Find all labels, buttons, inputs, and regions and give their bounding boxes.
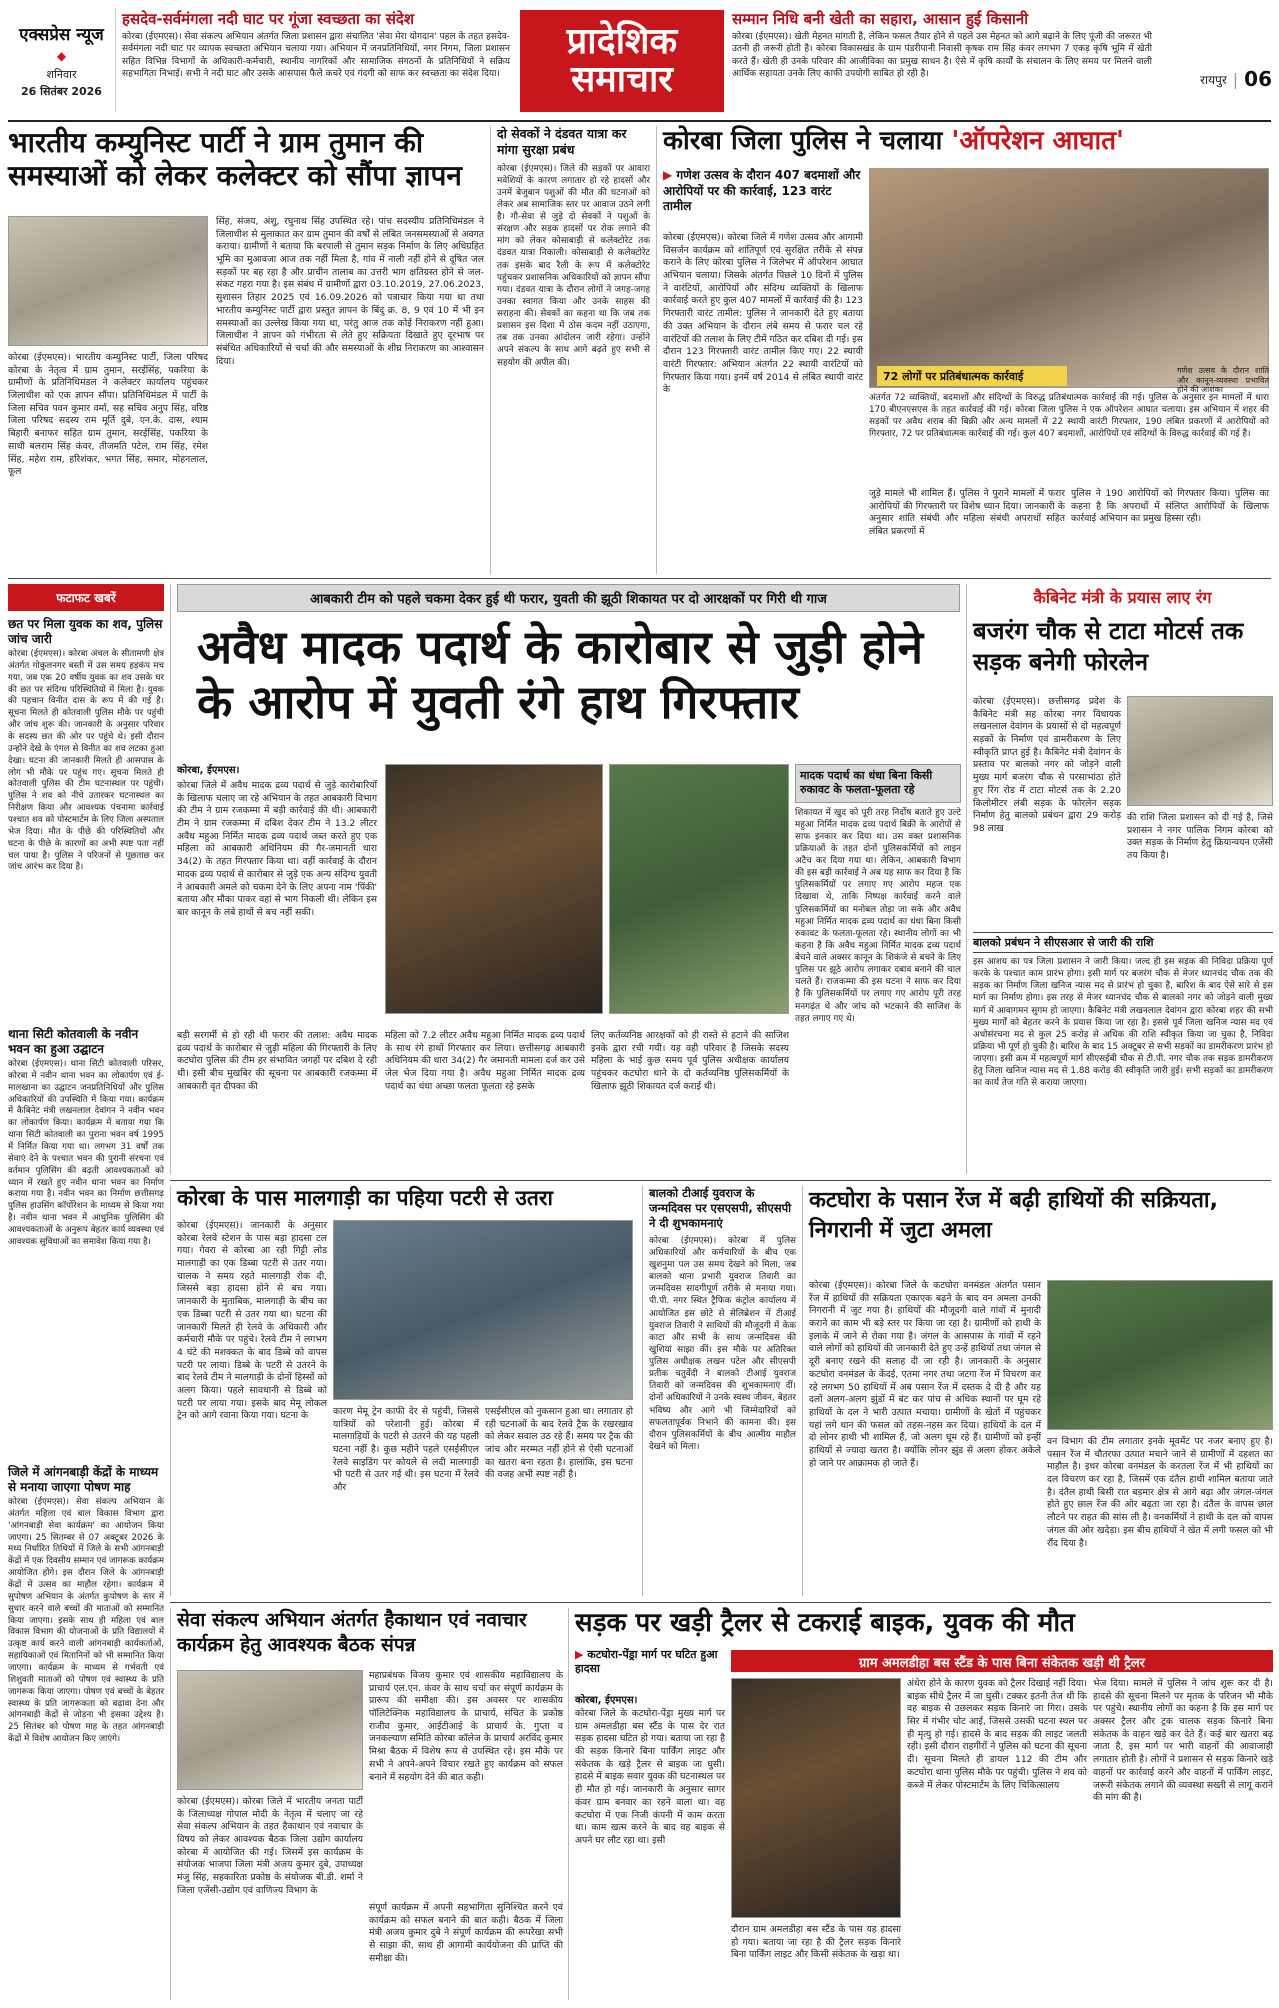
top-right-headline[interactable]: सम्मान निधि बनी खेती का सहारा, आसान हुई किसानी [732, 10, 1029, 28]
drug-headline[interactable]: अवैध मादक पदार्थ के कारोबार से जुड़ी होने के आरोप में युवती रंगे हाथ गिरफ्तार [197, 620, 924, 730]
fatafat-column [8, 584, 164, 2000]
elephant-body-2: वन विभाग की टीम लगातार इनके मूवमेंट पर नजर बनाए हुए है। पसान रेंज में चौतरफा उत्पात मचाने जाने से ग्रामीणों में दहशत का माहौल है। इधर कोरबा वनमंडल के करतला रेंज में भी हाथियों का दल विचरण कर रहा है, जिसमें एक दंतैल हाथी शामिल बताया जाते है। दंतैल हाथी बिसी रात बड़मार क्षेत्र से आगे बढ़ा और जंगल-जंगल होते हुए छाल रेंज की ओर बढ़ता जा रहा है। दंतैल के वापस छाल लौटने पर राहत की सांस ली है। वनकर्मियों ने हाथी के दल को वापस जंगल की ओर खदेड़ा। इस बीच हाथियों ने खेत में लगी फसल को भी रौंद दिया है। [1047, 1436, 1273, 1549]
forelane-story [966, 584, 1272, 1174]
drug-photo-2 [609, 764, 789, 1014]
accident-body-2: दौरान ग्राम अमलडीहा बस स्टैंड के पास यह हादसा हो गया। बताया जा रहा है की ट्रैलर सड़क किनारे बिना पार्किंग लाइट और किसी संकेतक के खड़ा था। [731, 1924, 901, 1961]
drug-side-head: मादक पदार्थ का धंधा बिना किसी रुकावट के फलता-फूलता रहे [795, 764, 961, 803]
drug-kicker: आबकारी टीम को पहले चकमा देकर हुई थी फरार, युवती की झूठी शिकायत पर दो आरक्षकों पर गिरी थी गाज [177, 584, 960, 612]
train-body-1: कोरबा (ईएमएस)। जानकारी के अनुसार कोरबा रेलवे स्टेशन के पास बड़ा हादसा टल गया। गेवरा से कोरबा आ रही गिट्टी लोड मालगाड़ी का एक डिब्बा पटरी से उतर गया। चालक ने समय रहते मालगाड़ी रोक दी, जिससे बड़ा हादसा होने से बच गया। जानकारी के मुताबिक, मालगाड़ी के बीच का एक डिब्बा पटरी से उतर गया था। घटना की जानकारी मिलते ही रेलवे के अधिकारी और कर्मचारी मौके पर पहुंचे। रेलवे टीम ने लगभग 4 घंटे की मशक्कत के बाद डिब्बे को वापस पटरी पर लाया। डिब्बे के पटरी से उतरने के बाद रेलवे टीम ने मालगाड़ी के दोनों हिस्सों को अलग किया। पहले सावधानी से डिब्बे को पटरी पर लाया गया। इसके बाद मेमू लोकल ट्रेन को आगे रवाना किया गया। घटना के [177, 1220, 327, 1422]
fatafat-item3-head[interactable]: जिले में आंगनबाड़ी केंद्रों के माध्यम से मनाया जाएगा पोषण माह [8, 1465, 159, 1494]
train-photo [333, 1220, 633, 1400]
accident-photo [731, 1678, 901, 1918]
cpi-story [8, 126, 484, 574]
cpi-headline[interactable]: भारतीय कम्युनिस्ट पार्टी ने ग्राम तुमान की समस्याओं को लेकर कलेक्टर को सौंपा ज्ञापन [8, 126, 462, 193]
accident-dateline: कोरबा, ईएमएस। [575, 1695, 638, 1706]
ornament-icon: ◆ [56, 49, 67, 63]
section-title-box [520, 10, 724, 112]
aaghat-headline-pre: कोरबा जिला पुलिस ने चलाया [663, 126, 943, 156]
issue-day: शनिवार [46, 68, 77, 81]
accident-body-4: भेज दिया। मामले में पुलिस ने जांच शुरू कर दी है। हादसे की सूचना मिलने पर मृतक के परिजन भी मौके पर पहुंचे। स्थानीय लोगों का कहना है कि इस मार्ग पर अक्सर ट्रैलर और ट्रक चालक सड़क किनारे बिना संकेतक के वाहन खड़े कर देते हैं। कई बार खतरा बढ़ जाता है, इस मार्ग पर भारी वाहनों की आवाजाही लगातार होती है। लोगों ने प्रशासन से सड़क किनारे खड़े वाहनों पर कार्रवाई करने और वाहनों में पार्किंग लाइट, जरूरी संकेतक लगाने की व्यवस्था सख्ती से लागू कराने की मांग की है। [1093, 1678, 1273, 1804]
birthday-body: कोरबा (ईएमएस)। कोरबा में पुलिस अधिकारियों और कर्मचारियों के बीच एक खुशनुमा पल उस समय देखने को मिला, जब बालको थाना प्रभारी युवराज तिवारी का जन्मदिवस सादगीपूर्ण तरीके से मनाया गया। पी.पी. नगर स्थित ट्रैफिक कंट्रोल कार्यालय में आयोजित इस छोटे से सेलिब्रेशन में टीआई युवराज तिवारी ने साथियों की मौजूदगी में केक काटा और सभी के साथ जन्मदिवस की खुशियां साझा कीं। इस मौके पर अतिरिक्त पुलिस अधीक्षक लखन पटेल और सीएसपी प्रतीक चतुर्वेदी ने बालको टीआई युवराज तिवारी को जन्मदिवस की शुभकामनाएं दीं। दोनों अधिकारियों ने उनके स्वस्थ जीवन, बेहतर भविष्य और आगे भी जिम्मेदारियों को सफलतापूर्वक निभाने की कामना की। इस दौरान पुलिसकर्मियों के बीच आत्मीय माहौल देखने को मिला। [649, 1235, 796, 1452]
drug-body-1: कोरबा जिले में अवैध मादक द्रव्य पदार्थ से जुड़े कारोबारियों के खिलाफ चलाए जा रहे अभियान के तहत आबकारी विभाग की टीम ने ग्राम रजकम्मा में बड़ी कार्रवाई की थी। आबकारी टीम ने ग्राम रजकम्मा में दबिश देकर टीम ने 13.2 लीटर अवैध महुआ निर्मित मादक द्रव्य पदार्थ जब्त करते हुए एक महिला को आबकारी अधिनियम की गैर-जमानती धारा 34(2) के तहत गिरफ्तार किया था। वहीं कार्रवाई के दौरान मादक द्रव्य पदार्थ से कारोबार से जुड़े एक अन्य संदिग्ध युवती ने आबकारी अमले को चकमा देने के लिए अपना नाम 'पिंकी' बताया और मौका पाकर वहां से भाग निकली थी। लेकिन इस बार कानून के लंबे हाथों से बच नहीं सकी। [177, 780, 377, 918]
drug-side-body: शिकायत में खुद को पूरी तरह निर्दोष बताते हुए उल्टे महुआ निर्मित मादक द्रव्य पदार्थ बिक्री के आरोपों से साफ इनकार कर दिया था। उस वक्त प्रशासनिक प्रक्रियाओं के तहत दोनों पुलिसकर्मियों को लाइन अटैच कर दिया गया था। लेकिन, आबकारी विभाग की इस बड़ी कार्रवाई ने अब यह साफ कर दिया है कि पुलिसकर्मियों पर लगाए गए आरोप महज एक दिखावा थे, ताकि निष्पक्ष कार्रवाई करने वाले पुलिसकर्मियों का मनोबल तोड़ा जा सके और अवैध महुआ निर्मित मादक द्रव्य पदार्थ का धंधा बिना किसी रुकावट के फलता-फूलता रहे। स्थानीय लोगों का भी कहना है कि अवैध महुआ निर्मित मादक द्रव्य पदार्थ बेचने वाले अक्सर कानून के शिकंजे से बचने के लिए पुलिस पर झूठे आरोप लगाकर दबाव बनाने की चाल चलते हैं। राजकम्मा की इस घटना ने साफ कर दिया है कि पुलिसकर्मियों पर लगाए गए आरोप पूरी तरह मनगढ़ंत थे और जांच को भटकाने की साजिश के तहत लगाए गए थे। [795, 807, 961, 1024]
accident-story [568, 1608, 1272, 2000]
dandvat-story [490, 126, 650, 574]
forelane-photo [1127, 696, 1273, 806]
aaghat-headline[interactable] [663, 126, 1272, 157]
elephant-story [802, 1186, 1272, 1596]
issue-date: 26 सितंबर 2026 [21, 85, 102, 98]
train-story [170, 1186, 636, 1596]
drug-photo-1 [385, 764, 603, 1014]
forelane-banner: कैबिनेट मंत्री के प्रयास लाए रंग [1033, 588, 1212, 607]
top-right-story [732, 10, 1152, 114]
cpi-body-1: कोरबा (ईएमएस)। भारतीय कम्युनिस्ट पार्टी, जिला परिषद कोरबा के नेतृत्व में ग्राम तुमान, सरईसिंह, पकरिया के ग्रामीणों के प्रतिनिधिमंडल ने कलेक्टर कार्यालय पहुंचकर जिलाधीश को एक ज्ञापन सौंपा। प्रतिनिधिमंडल में पार्टी के जिला सचिव पवन कुमार वर्मा, सह सचिव अनुप सिंह, वरिष्ठ जिला परिषद सदस्य राम मूर्ति दुबे, एन.के. दास, श्याम बिहारी बनाफर सहित ग्राम तुमान, सरईसिंह, पकरिया के साथी बलराम सिंह कंवर, तीजमति पटेल, राम सिंह, रमेश सिंह, महेश राम, हरिशंकर, भगत सिंह, समार, मोहनलाल, फूल [8, 352, 208, 478]
meeting-body-1: कोरबा (ईएमएस)। कोरबा जिले में भारतीय जनता पार्टी के जिलाध्यक्ष गोपाल मोदी के नेतृत्व में चलाए जा रहे सेवा संकल्प अभियान के तहत हैकाथान एवं नवाचार के विषय को लेकर आवश्यक बैठक जिला उद्योग कार्यालय कोरबा में आयोजित की गई। जिसमें इस कार्यक्रम के संयोजक भाजपा जिला मंत्री अजय कुमार दुबे, उपाध्यक्ष मंजु सिंह, सहकारिता प्रकोष्ठ के संयोजक बी.डी. शर्मा ने जिला एजेंसी-उद्योग एवं वाणिज्य विभाग के [177, 1796, 363, 1896]
top-right-body: कोरबा (ईएमएस)। खेती मेहनत मांगती है, लेकिन फसल तैयार होने से पहले उस मेहनत को आगे बढ़ाने के लिए पूंजी की जरूरत भी उतनी ही जरूरी होती है। कोरबा विकासखंड के ग्राम पंडरीपानी निवासी कृषक राम सिंह कंवर लगभग 7 एकड़ कृषि भूमि में खेती करते हैं। खेती ही उनके परिवार की आजीविका का प्रमुख साधन है। ऐसे में कृषि कार्यों के संचालन के लिए समय पर मिलने वाली आर्थिक सहायता उनके लिए काफी उपयोगी साबित हो रही है। [732, 32, 1152, 80]
aaghat-photo [869, 168, 1269, 395]
drug-body-4: लिए कर्तव्यनिष्ठ आरक्षकों को ही रास्ते से हटाने की साजिश इनके द्वारा रची गयी। यह वही परिवार है जिसके सदस्य महिला के भाई कुछ समय पूर्व पुलिस अधीक्षक कार्यालय पहुंचकर कटघोरा थाने के दो कर्तव्यनिष्ठ पुलिसकर्मियों के खिलाफ झूठी शिकायत दर्ज कराई थी। [591, 1030, 789, 1092]
folio-city: रायपुर [1200, 72, 1227, 87]
drug-body-2: बड़ी सरगर्मी से हो रही थी फरार की तलाश: अवैध मादक द्रव्य पदार्थ के कारोबार से जुड़ी महिला की गिरफ्तारी के लिए कटघोरा पुलिस की टीम हर संभावित जगहों पर दबिश दे रही थी। इसी बीच मुखबिर की सूचना पर आबकारी रजकम्मा में आबकारी वृत दीपका की [177, 1030, 377, 1092]
meeting-story [170, 1608, 562, 2000]
accident-body-3: अंधेरा होने के कारण युवक को ट्रैलर दिखाई नहीं दिया। बाइक सीधे ट्रैलर में जा घुसी। टक्कर इतनी तेज थी कि वह बाइक से उछलकर सड़क किनारे जा गिरा। उसके सिर में गंभीर चोट आई, जिससे उसकी घटना स्थल पर ही मृत्यु हो गई। हादसे के बाद सड़क की लाइट जलती रही। इसी दौरान राहगीरों ने पुलिस को घटना की सूचना दी। सूचना मिलते ही डायल 112 की टीम और कटघोरा थाना पुलिस मौके पर पहुंची। पुलिस ने शव को कब्जे में लेकर पोस्टमार्टम के लिए चिकित्सालय [907, 1678, 1087, 1791]
page-folio [1160, 64, 1272, 94]
drug-side-box [795, 764, 961, 1174]
fatafat-item2-body: कोरबा (ईएमएस)। थाना सिटी कोतवाली परिसर, कोरबा में नवीन थाना भवन का लोकार्पण एवं ई-मालखाना का उद्घाटन जनप्रतिनिधियों और पुलिस अधिकारियों की उपस्थिति में किया गया। कार्यक्रम में कैबिनेट मंत्री लखनलाल देवांगन ने नवीन भवन का लोकार्पण किया। कार्यक्रम में बताया गया कि थाना सिटी कोतवाली का पुराना भवन वर्ष 1995 में निर्मित किया गया था। लगभग 31 वर्षों तक सेवाएं देने के पश्चात भवन की पुरानी संरचना एवं वर्तमान पुलिसिंग की बढ़ती आवश्यकताओं को ध्यान में रखते हुए नवीन थाना भवन का निर्माण कराया गया है। नवीन भवन का निर्माण छत्तीसगढ़ पुलिस हाउसिंग कॉर्पोरेशन के माध्यम से किया गया है। नवीन थाना भवन में आधुनिक पुलिसिंग की आवश्यकताओं के अनुरूप बेहतर कार्य व्यवस्था एवं आवश्यक सुविधाओं का समावेश किया गया है। [8, 1059, 164, 1247]
top-left-headline[interactable]: हसदेव-सर्वमंगला नदी घाट पर गूंजा स्वच्छता का संदेश [122, 10, 415, 28]
forelane-sub-head: बालको प्रबंधन ने सीएसआर से जारी की राशि [973, 932, 1273, 953]
masthead-left [8, 8, 116, 112]
row-rule-3 [170, 1602, 1271, 1603]
aaghat-side-note: गणेश उत्सव के दौरान शांति और कानून-व्यवस्था प्रभावित होने की आशंका [1177, 366, 1269, 395]
aaghat-subhead: ▶ गणेश उत्सव के दौरान 407 बदमाशों और आरोपियों पर की कार्रवाई, 123 वारंट तामील [663, 168, 863, 228]
aaghat-body-1: कोरबा (ईएमएस)। कोरबा जिले में गणेश उत्सव और आगामी विसर्जन कार्यक्रम को शांतिपूर्ण एवं सुरक्षित तरीके से संपन्न कराने के लिए कोरबा पुलिस ने जिलेभर में ऑपरेशन आघात अभियान चलाया। जिसके अंतर्गत पिछले 10 दिनों में पुलिस ने वारंटियों, आरोपियों और संदिग्ध व्यक्तियों के खिलाफ कार्रवाई करते हुए कुल 407 मामलों में कार्रवाई की है। 123 गिरफ्तारी वारंट तामील: पुलिस ने जानकारी देते हुए बताया की उक्त अभियान के दौरान लंबे समय से फरार चल रहे वारंटियों की तलाश के लिए टीमें गठित कर दबिश दी गई। इस दौरान 123 गिरफ्तारी वारंट तामील किए गए। 22 स्थायी वारंटी गिरफ्तार: अभियान अंतर्गत 22 स्थायी वारंटियों को गिरफ्तार किया गया। इनमें वर्ष 2014 से लंबित स्थायी वारंट के [663, 232, 863, 396]
aaghat-headline-red: 'ऑपरेशन आघात' [951, 126, 1124, 156]
fatafat-item3-body: कोरबा (ईएमएस)। सेवा संकल्प अभियान के अंतर्गत महिला एवं बाल विकास विभाग द्वारा 'आंगनबाड़ी सेवा कार्यक्रम' का आयोजन किया जाएगा। 25 सितम्बर से 07 अक्टूबर 2026 के मध्य निर्धारित तिथियों में जिले के सभी आंगनबाड़ी केंद्रों में एक दिवसीय सम्मान एवं जागरूक कार्यक्रम आयोजित होंगे। इस दौरान जिले के आंगनबाड़ी केंद्रों में उत्सव का माहौल रहेगा। कार्यक्रम में सुपोषण अभियान के अंतर्गत कुपोषण के स्तर में सुधार करने वाले बच्चों की माताओं को सम्मानित किया जाएगा। इसके साथ ही महिला एवं बाल विकास विभाग की योजनाओं के प्रति विद्यालयों में उत्कृष्ट कार्य करने वाली आंगनबाड़ी कार्यकर्ताओं, सहायिकाओं एवं मितानिनों को भी सम्मानित किया जाएगा। कार्यक्रम के माध्यम से गर्भवती एवं शिशुवती माताओं को पोषण एवं स्वास्थ्य के प्रति जागरूक किया जाएगा। पोषण एवं बच्चों के बेहतर स्वास्थ्य के प्रति जागरूकता को बढ़ावा देना और आंगनबाड़ी केंद्रों से जोड़ना भी इसका उद्देश्य है। 25 सितंबर को पोषण माह के तहत आंगनबाड़ी केंद्रों में विशेष आयोजन किए जाएंगे। [8, 1497, 164, 1745]
elephant-headline[interactable]: कटघोरा के पसान रेंज में बढ़ी हाथियों की सक्रियता, निगरानी में जुटा अमला [809, 1188, 1218, 1243]
paper-name: एक्सप्रेस न्यूज [19, 25, 104, 45]
aaghat-story [656, 126, 1272, 574]
aaghat-photo-caption: 72 लोगों पर प्रतिबंधात्मक कार्रवाई [877, 366, 1067, 386]
masthead-rule [8, 120, 1271, 122]
fatafat-label: फटाफट खबरें [8, 584, 164, 611]
cpi-body-2: सिंह, संजय, अंशु, रघुनाथ सिंह उपस्थित रहे। पांच सदस्यीय प्रतिनिधिमंडल ने जिलाधीश से मुलाकात कर ग्राम तुमान की वर्षों से लंबित जनसमस्याओं से अवगत कराया। ग्रामीणों ने बताया कि बरपाली से तुमान सड़क निर्माण के लिए अधिग्रहित भूमि का मुआवजा आज तक नहीं मिला है, गांव में नाली नहीं होने से दूषित जल सड़कों पर बह रहा है और प्राचीन तालाब का उत्तरी भाग क्षतिग्रस्त होने से जल-संकट गहरा गया है। इस संबंध में ग्रामीणों द्वारा 03.10.2019, 27.06.2023, सुशासन तिहार 2025 एवं 16.09.2026 को पत्राचार किया गया था तथा भारतीय कम्युनिस्ट पार्टी द्वारा प्रस्तुत ज्ञापन के बिंदु क्र. 8, 9 एवं 10 में भी इन समस्याओं का उल्लेख किया गया था, परंतु आज तक कोई निराकरण नहीं हुआ। जिलाधीश ने ज्ञापन को गंभीरता से लेते हुए सक्रियता दिखाते हुए दूरभाष पर संबंधित अधिकारियों से चर्चा की और समस्याओं के शीघ्र निराकरण का आश्वासन दिया। [216, 216, 484, 367]
dandvat-body: कोरबा (ईएमएस)। जिले की सड़कों पर आवारा मवेशियों के कारण लगातार हो रहे हादसों और उनमें बेजुबान पशुओं की मौत की घटनाओं को लेकर अब सामाजिक स्तर पर आवाज उठने लगी है। गौ-सेवा से जुड़े दो सेवकों ने पशुओं के संरक्षण और सड़क हादसों पर रोक लगाने की मांग को लेकर कोसाबाड़ी से कलेक्टोरेट तक दंडवत यात्रा निकाली। कोसाबाड़ी से कलेक्टोरेट तक इसके बाद रैली के रूप में कलेक्टोरेट पहुंचकर प्रशासनिक अधिकारियों को ज्ञापन सौंपा गया। दंडवत यात्रा के दौरान लोगों ने जगह-जगह उनका स्वागत किया और उनके साहस की सराहना की। सेवकों का कहना था कि जब तक प्रशासन इस दिशा में ठोस कदम नहीं उठाएगा, तब तक उनका आंदोलन जारी रहेगा। उन्होंने अपने संकल्प के साथ आगे बढ़ते हुए सभी से सहयोग की अपील की। [497, 163, 650, 368]
forelane-body-2: की राशि जिला प्रशासन को दी गई है, जिसे प्रशासन ने नगर पालिक निगम कोरबा को उक्त सड़क के निर्माण हेतु क्रियान्वयन एजेंसी तय किया है। [1127, 812, 1273, 862]
fatafat-item1-body: कोरबा (ईएमएस)। कोरबा अंचल के सीतामणी क्षेत्र अंतर्गत गोकुलनगर बस्ती में उस समय हड़कंप मच गया, जब एक 20 वर्षीय युवक का शव उसके घर की छत पर संदिग्ध परिस्थितियों में मिला है। युवक की पहचान विनीत दास के रूप में की गई है। सूचना मिलते ही कोतवाली पुलिस मौके पर पहुंची और जांच शुरू की। जानकारी के अनुसार परिवार के सदस्य छत की ओर पर पहुंचे थे। इसी दौरान उन्होंने देखे के एंगल से विनीत का शव लटका हुआ देखा। घटना की जानकारी मिलते ही आसपास के लोग भी मौके पर पहुंच गए। सूचना मिलते ही कोतवाली पुलिस की टीम घटनास्थल पर पहुंची। पुलिस ने शव को नीचे उतारकर घटनास्थल का निरीक्षण किया और आवश्यक पंचनामा कार्रवाई पश्चात शव को पोस्टमार्टम के लिए जिला अस्पताल भेज दिया। मौत के पीछे की परिस्थितियों और घटना के पीछे के कारणों का अभी स्पष्ट पता नहीं चल पाया है। पुलिस ने परिजनों से पूछताछ कर जांच आरंभ कर दिया है। [8, 649, 164, 873]
forelane-body-1: कोरबा (ईएमएस)। छत्तीसगढ़ प्रदेश के कैबिनेट मंत्री सह कोरबा नगर विधायक लखनलाल देवांगन के प्रयासों से दो महत्वपूर्ण सड़कों के निर्माण एवं डामरीकरण के लिए स्वीकृति प्राप्त हुई है। कैबिनेट मंत्री देवांगन के प्रस्ताव पर बालको नगर को जोड़ने वाली मुख्य मार्ग बजरंग चौक से परसाभांठा होते हुए रिंग रोड में टाटा मोटर्स तक के 2.20 किलोमीटर लंबी सड़क के फोरलेन सड़क निर्माण हेतु बालको प्रबंधन द्वारा 29 करोड़ 98 लाख [973, 696, 1121, 834]
accident-subhead: ▶ कटघोरा-पेंड्रा मार्ग पर घटित हुआ हादसा [575, 1648, 725, 1688]
elephant-body-1: कोरबा (ईएमएस)। कोरबा जिले के कटघोरा वनमंडल अंतर्गत पसान रेंज में हाथियों की सक्रियता एकाएक बढ़ने के बाद वन अमला उनकी निगरानी में जुट गया है। हाथियों की मौजूदगी वाले गांवों में मुनादी कराने का काम भी बड़े स्तर पर किया जा रहा है। ग्रामीणों को हाथी के इलाके में जाने से रोका गया है। जंगल के आसपास के गांवों में रहने वाले लोगों को हाथियों की जानकारी देते हुए उन्हें हाथियों तथा जंगल से दूरी बनाए रखने की सलाह दी जा रही है। जानकारी के अनुसार कटघोरा वनमंडल के केंदई, एतमा नगर तथा जटगा रेंज में विचरण कर रहे लगभग 50 हाथियों में अब पसान रेंज में दस्तक दे दी है और यह दलों अलग-अलग झुंडों में बंट कर पांच से अधिक स्थानों पर घूम रहे हाथियों के दल ने भारी उत्पात मचाया। ग्रामीणों के खेतों में पहुंचकर यहां लगे धान की फसल को तहस-नहस कर दिया। हाथियों के दल में दो लोनर हाथी भी शामिल हैं, जो अलग घूम रहे हैं। ग्रामीणों को इन्हीं हाथियों से ज्यादा खतरा है। क्योंकि लोनर झुंड से अलग होकर अकेले हो जाने पर आक्रामक हो जाते हैं। [809, 1280, 1041, 1469]
aaghat-body-3: पुलिस ने 190 आरोपियों को गिरफ्तार किया। पुलिस का कहना है कि अपराधों में संलिप्त आरोपियों के खिलाफ कार्रवाई अभियान का प्रमुख हिस्सा रही। [1071, 488, 1269, 525]
meeting-headline[interactable]: सेवा संकल्प अभियान अंतर्गत हैकाथान एवं नवाचार कार्यक्रम हेतु आवश्यक बैठक संपन्न [177, 1609, 527, 1656]
folio-page: 06 [1244, 67, 1272, 91]
cpi-photo [8, 216, 208, 346]
meeting-photo [177, 1670, 363, 1790]
row-rule-2 [170, 1180, 1271, 1181]
section-title: प्रादेशिक समाचार [566, 21, 678, 100]
forelane-headline[interactable]: बजरंग चौक से टाटा मोटर्स तक सड़क बनेगी फोरलेन [973, 617, 1244, 677]
fatafat-item2-head[interactable]: थाना सिटी कोतवाली के नवीन भवन का हुआ उद्घाटन [8, 1027, 139, 1056]
fatafat-item1-head[interactable]: छत पर मिला युवक का शव, पुलिस जांच जारी [8, 617, 163, 646]
accident-body-1: कोरबा जिले के कटघोरा-पेंड्रा मुख्य मार्ग पर ग्राम अमलडीहा बस स्टैंड के पास देर रात सड़क हादसा घटित हो गया। बताया जा रहा है की सड़क किनारे बिना पार्किंग लाइट और संकेतक के खड़े ट्रैलर से बाइक जा घुसी। हादसे में बाइक सवार युवक की घटनास्थल पर ही मौत हो गई। जानकारी के अनुसार सागर कंवर ग्राम बनवार का रहने वाला था। वह कटघोरा में एक निजी कंपनी में काम करता था। काम खत्म करने के बाद वह बाइक से अपने घर लौट रहा था। इसी [575, 1708, 725, 1846]
forelane-sub [973, 932, 1273, 1174]
dandvat-headline[interactable]: दो सेवकों ने दंडवत यात्रा कर मांगा सुरक्षा प्रबंध [497, 126, 627, 158]
top-left-body: कोरबा (ईएमएस)। सेवा संकल्प अभियान अंतर्गत जिला प्रशासन द्वारा संचालित 'सेवा मेरा योगदान' पहल के तहत हसदेव-सर्वमंगला नदी घाट पर व्यापक स्वच्छता अभियान चलाया गया। अभियान में जनप्रतिनिधियों, नगर निगम, जिला प्रशासन सहित विभिन्न विभागों के अधिकारी-कर्मचारी, स्थानीय नागरिकों और सामाजिक संगठनों के प्रतिनिधियों ने सक्रिय सहभागिता निभाई। सभी ने नदी घाट और उसके आसपास फैले कचरे एवं गंदगी को साफ कर स्वच्छता का संदेश दिया। [122, 32, 510, 80]
accident-headline[interactable]: सड़क पर खड़ी ट्रैलर से टकराई बाइक, युवक की मौत [575, 1608, 1075, 1638]
elephant-photo [1047, 1280, 1273, 1430]
drug-dateline: कोरबा, ईएमएस। [177, 765, 240, 776]
aaghat-caption-body: अंतर्गत 72 व्यक्तियों, बदमाशों और संदिग्धों के विरुद्ध प्रतिबंधात्मक कार्रवाई की गई। पुलिस के अनुसार इन मामलों में धारा 170 बीएनएसएस के तहत कार्रवाई की गई। कोरबा जिला पुलिस ने एक ऑपरेशन आघात चलाया। इस अभियान में शहर की सड़कों पर अवैध शराब की बिक्री और अन्य मामलों में 22 स्थायी वारंटी गिरफ्तार, 190 लंबित प्रकरणों में आरोपियों को गिरफ्तार, 72 पर प्रतिबंधात्मक कार्रवाई की गई। कुल 407 बदमाशों, आरोपियों एवं संदिग्धों के विरुद्ध कार्रवाई की गई है। [869, 393, 1269, 440]
train-headline[interactable]: कोरबा के पास मालगाड़ी का पहिया पटरी से उतरा [177, 1186, 553, 1210]
drug-body-3: महिला को 7.2 लीटर अवैध महुआ निर्मित मादक द्रव्य पदार्थ के साथ रंगे हाथों गिरफ्तार कर लिया। छत्तीसगढ़ आबकारी अधिनियम की धारा 34(2) गैर जमानती मामला दर्ज कर उसे जेल भेज दिया गया है। अवैध महुआ निर्मित मादक द्रव्य पदार्थ का धंधा अच्छा फलता फूलता रहे इसके [385, 1030, 586, 1092]
aaghat-body-2: जुड़े मामले भी शामिल हैं। पुलिस ने पुराने मामलों में फरार आरोपियों की गिरफ्तारी पर विशेष ध्यान दिया। जानकारी के अनुसार शांति संबंधी और महिला संबंधी अपराधों सहित लंबित प्रकरणों में [869, 488, 1065, 538]
folio-divider: | [1232, 69, 1239, 89]
meeting-body-2: महाप्रबंधक विजय कुमार एवं शासकीय महाविद्यालय के प्राचार्य एल.एन. कंवर के साथ चर्चा कर संपूर्ण कार्यक्रम के प्रारूप की समीक्षा की। इस अवसर पर शासकीय पॉलिटेक्निक महाविद्यालय के प्राचार्य, संचित के प्रकोष्ठ राजीव कुमार, आईटीआई के प्राचार्य के. गुप्ता व जनकल्याण समिति कोरबा कॉलेज के प्राचार्य अरविंद कुमार मिश्रा बैठक में विशेष रूप से उपस्थित रहे। इस मौके पर सभी ने अपने-अपने विचार रखते हुए कार्यक्रम को सफल बनाने में सहयोग देने की बात कही। [369, 1670, 563, 1783]
forelane-sub-body: इस आशय का पत्र जिला प्रशासन ने जारी किया। जल्द ही इस सड़क की निविदा प्रक्रिया पूर्ण करके के पश्चात काम प्रारंभ होगा। इसी मार्ग पर बजरंग चौक से मेजर ध्यानचंद चौक तक की सड़क का निर्माण जिला खनिज न्यास मद से प्रारंभ हो चुका है, बारिश के बाद ऐसे सारे से इस मार्ग का निर्माण होगा। इस तरह से मेजर ध्यानचंद चौक से बालको नगर को जोड़ने वाली मुख्य मार्ग में आवागमन सुगम हो जाएगा। कैबिनेट मंत्री लखनलाल देवांगन द्वारा कोरबा शहर की सभी मुख्य मार्गों को बेहतर करने के प्रयास किया जा रहा है। इससे पूर्व जिला खनिज न्यास मद एवं अधोसंरचना मद से कुल 25 करोड़ से अधिक की राशि स्वीकृत किया जा चुका है, निविदा प्रक्रिया भी पूर्ण हो चुकी है। बारिश के बाद 15 अक्टूबर से सभी सड़कों का डामरीकरण प्रारंभ हो जाएगा। इसी क्रम में महत्वपूर्ण मार्ग सीएसईबी चौक से टी.पी. नगर चौक तक सड़क डामरीकरण हेतु जिला खनिज न्यास मद से 1.88 करोड़ की स्वीकृति जारी हुई। सभी सड़कों का डामरीकरण का कार्य तेज गति से कराया जाएगा। [973, 957, 1273, 1089]
drug-story [170, 584, 960, 1174]
row-rule-1 [8, 578, 1271, 579]
train-body-2: कारण मेमू ट्रेन काफी देर से पहुंची, जिससे यात्रियों को परेशानी हुई। कोरबा में मालगाड़ियों के पटरी से उतरने की यह पहली घटना नहीं है। कुछ महीने पहले एसईसीएल रेलवे साइडिंग पर कोयले से लदी मालगाड़ी भी पटरी से उतर गई थी। इस घटना में रेलवे और [333, 1406, 479, 1494]
meeting-body-3: संपूर्ण कार्यक्रम में अपनी सहभागिता सुनिश्चित करने एवं कार्यक्रम को सफल बनाने की बात कही। बैठक में जिला मंत्री अजय कुमार दुबे ने संपूर्ण कार्यक्रम की रूपरेखा सभी से साझा की, साथ ही आगामी कार्ययोजना की प्राप्ति की समीक्षा की। [369, 1902, 563, 1964]
train-body-3: एसईसीएल को नुकसान हुआ था। लगातार हो रही घटनाओं के बाद रेलवे ट्रैक के रखरखाव को लेकर सवाल उठ रहे हैं। समय पर ट्रैक की जांच और मरम्मत नहीं होने से ऐसी घटनाओं का खतरा बना रहता है। हालांकि, इस घटना की वजह अभी स्पष्ट नहीं है। [485, 1406, 633, 1481]
birthday-story [642, 1186, 796, 1596]
birthday-headline[interactable]: बालको टीआई युवराज के जन्मदिवस पर एसएसपी, सीएसपी ने दी शुभकामनाएं [649, 1186, 792, 1230]
top-left-story [122, 10, 510, 114]
accident-banner: ग्राम अमलडीहा बस स्टैंड के पास बिना संकेतक खड़ी थी ट्रैलर [731, 1650, 1273, 1672]
